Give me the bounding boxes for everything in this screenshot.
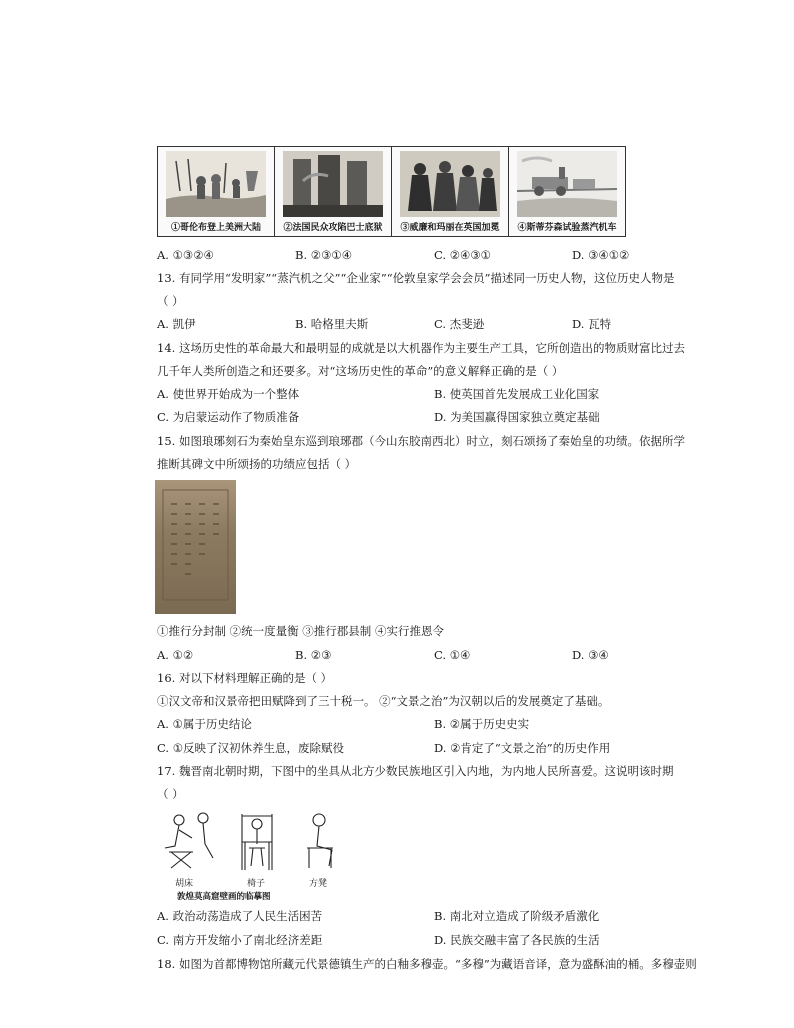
- q17-option-d[interactable]: D. 民族交融丰富了各民族的生活: [434, 933, 600, 947]
- q17-seating-figure: [157, 808, 357, 903]
- seating-line-drawing: [157, 808, 357, 878]
- q15-stem-line2: 推断其碑文中所颂扬的功绩应包括（ ）: [157, 457, 357, 471]
- q16-option-a[interactable]: A. ①属于历史结论: [157, 717, 252, 731]
- q12-caption-1: ①哥伦布登上美洲大陆: [170, 223, 261, 233]
- q14-stem-line2: 几千年人类所创造之和还要多。对“这场历史性的革命”的意义解释正确的是（ ）: [157, 364, 564, 378]
- q12-caption-3: ③威廉和玛丽在英国加冕: [400, 223, 500, 233]
- chair-label-square-stool: 方凳: [309, 879, 328, 889]
- q16-option-c[interactable]: C. ①反映了汉初休养生息，废除赋役: [157, 741, 345, 755]
- stele-inscription-graphic: [155, 480, 236, 614]
- q12-caption-4: ④斯蒂芬森试验蒸汽机车: [517, 223, 617, 233]
- q14-option-a[interactable]: A. 使世界开始成为一个整体: [157, 387, 300, 401]
- q12-option-b[interactable]: B. ②③①④: [295, 248, 353, 262]
- q17-stem: 17. 魏晋南北朝时期，下图中的坐具从北方少数民族地区引入内地，为内地人民所喜爱。这说明该时期: [157, 764, 674, 778]
- q15-option-a[interactable]: A. ①②: [157, 648, 194, 662]
- q15-option-d[interactable]: D. ③④: [572, 648, 609, 662]
- q12-picture-1: [158, 147, 275, 236]
- columbus-landing-image: [166, 151, 266, 217]
- langya-stele-image: [155, 480, 236, 614]
- q12-option-a[interactable]: A. ①③②④: [157, 248, 214, 262]
- q15-items: ①推行分封制 ②统一度量衡 ③推行郡县制 ④实行推恩令: [157, 624, 444, 638]
- q13-stem: 13. 有同学用“发明家”“蒸汽机之父”“企业家”“伦敦皇家学会会员”描述同一历史人物，这位历史人物是: [157, 271, 675, 285]
- q15-option-c[interactable]: C. ①④: [434, 648, 471, 662]
- q13-option-b[interactable]: B. 哈格里夫斯: [295, 317, 369, 331]
- chair-label-chair: 椅子: [247, 879, 266, 889]
- q14-stem-line1: 14. 这场历史性的革命最大和最明显的成就是以大机器作为主要生产工具，它所创造出的物质财富比过去: [157, 341, 685, 355]
- q17-option-b[interactable]: B. 南北对立造成了阶级矛盾激化: [434, 909, 600, 923]
- q14-option-c[interactable]: C. 为启蒙运动作了物质准备: [157, 410, 300, 424]
- q13-option-d[interactable]: D. 瓦特: [572, 317, 612, 331]
- seating-figure-caption: 敦煌莫高窟壁画的临摹图: [177, 892, 271, 902]
- q12-caption-2: ②法国民众攻陷巴士底狱: [283, 223, 383, 233]
- stephenson-locomotive-image: [517, 151, 617, 217]
- q12-picture-strip: [157, 146, 626, 237]
- q16-option-b[interactable]: B. ②属于历史史实: [434, 717, 530, 731]
- q17-option-c[interactable]: C. 南方开发缩小了南北经济差距: [157, 933, 323, 947]
- q17-option-a[interactable]: A. 政治动荡造成了人民生活困苦: [157, 909, 323, 923]
- q12-option-c[interactable]: C. ②④③①: [434, 248, 491, 262]
- chair-label-hu-bed: 胡床: [175, 879, 194, 889]
- q18-stem: 18. 如图为首都博物馆所藏元代景德镇生产的白釉多穆壶。“多穆”为藏语音译，意为盛酥油的桶。多穆壶则: [157, 957, 697, 971]
- q13-option-a[interactable]: A. 凯伊: [157, 317, 196, 331]
- q15-stem-line1: 15. 如图琅琊刻石为秦始皇东巡到琅琊郡（今山东胶南西北）时立，刻石颂扬了秦始皇的功绩。依据所学: [157, 434, 685, 448]
- q17-answer-paren: （ ）: [157, 787, 184, 801]
- q16-material: ①汉文帝和汉景帝把田赋降到了三十税一。 ②“文景之治”为汉朝以后的发展奠定了基础。: [157, 694, 610, 708]
- q16-option-d[interactable]: D. ②肯定了“文景之治”的历史作用: [434, 741, 611, 755]
- q14-option-d[interactable]: D. 为美国赢得国家独立奠定基础: [434, 410, 600, 424]
- q12-picture-4: [509, 147, 625, 236]
- q12-option-d[interactable]: D. ③④①②: [572, 248, 630, 262]
- q12-picture-3: [392, 147, 509, 236]
- q12-picture-2: [275, 147, 392, 236]
- q13-answer-paren: （ ）: [157, 294, 184, 308]
- q13-option-c[interactable]: C. 杰斐逊: [434, 317, 485, 331]
- q14-option-b[interactable]: B. 使英国首先发展成工业化国家: [434, 387, 600, 401]
- bastille-storming-image: [283, 151, 383, 217]
- q16-stem: 16. 对以下材料理解正确的是（ ）: [157, 671, 333, 685]
- q15-option-b[interactable]: B. ②③: [295, 648, 332, 662]
- william-mary-coronation-image: [400, 151, 500, 217]
